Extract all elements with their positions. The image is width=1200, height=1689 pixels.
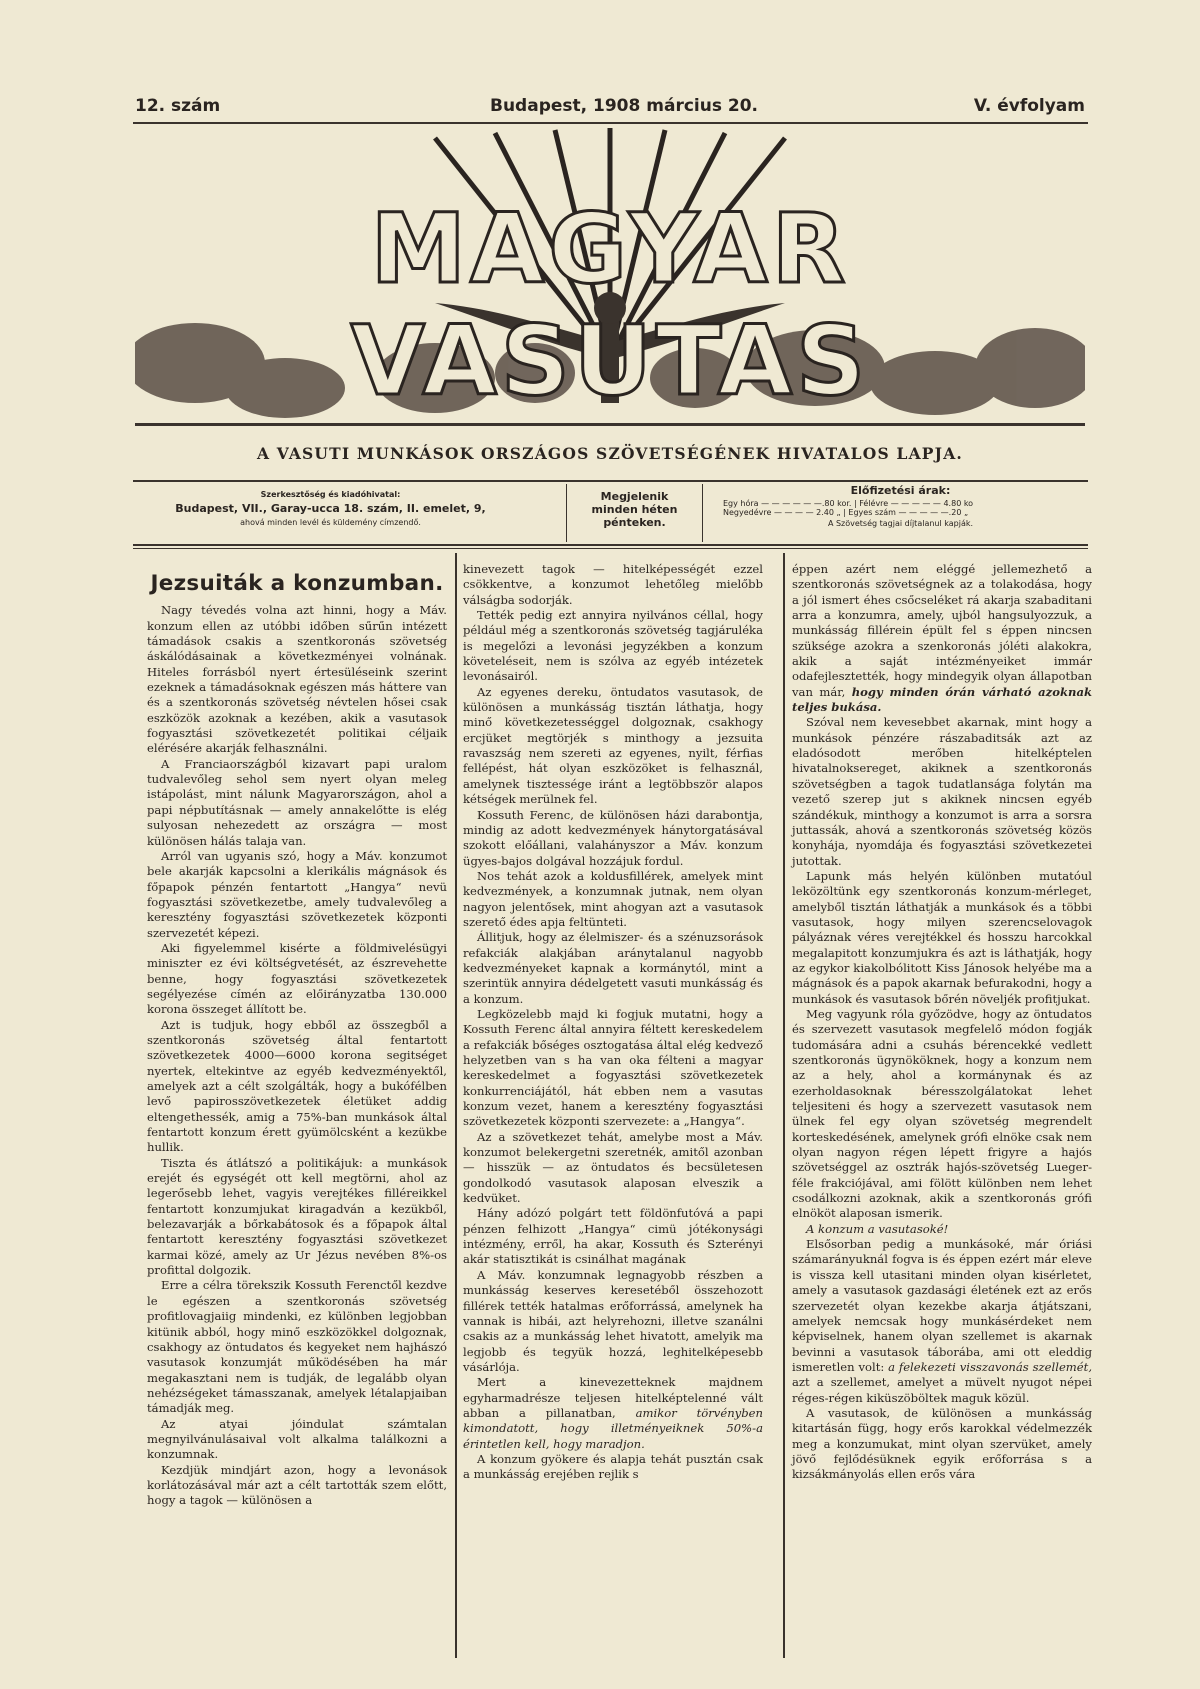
- paragraph: [792, 1237, 1092, 1406]
- prices-note: A Szövetség tagjai díjtalanul kapják.: [827, 519, 974, 528]
- paragraph: Kezdjük mindjárt azon, hogy a levonások korlátozásával már azt a célt tartották szem előtt, hogy a tagok — különösen a: [147, 1462, 447, 1508]
- issue-number: 12. szám: [135, 96, 221, 116]
- header-rule: [133, 122, 1088, 124]
- newspaper-title-logo: MAGYAR VASUTAS: [350, 193, 870, 417]
- info-bottom-rule: [133, 544, 1088, 546]
- article-column-2: [463, 562, 763, 1483]
- paragraph: Aki figyelemmel kisérte a földmivelésügyi miniszter ez évi költségvetését, az észrevehette benne, hogy fogyasztási szövetkezetek segélyezése címén az előirányzatba 130.000 korona összeget állított be.: [147, 940, 447, 1017]
- paragraph-text: éppen azért nem eléggé jellemezhető a szentkoronás szövetségnek az a tolakodása, hogy a jól ismert éhes csőcseléket rá akarja szabaditani arra a konzumra, amely, ujból hangsulyozzuk, a munkásság fillérein épült fel s éppen nincsen szüksége azokra a szenkoronás jóléti alakokra, akik a saját intézményeiket immár odafejlesztették, hogy mindegyik olyan állapotban van már,: [792, 562, 1092, 699]
- paragraph: [792, 562, 1092, 715]
- paragraph: A konzum gyökere és alapja tehát pusztán csak a munkásság erejében rejlik s: [463, 1451, 763, 1482]
- bold-italic-phrase: hogy minden órán várható azoknak teljes bukása.: [792, 684, 1092, 715]
- prices-row-1: Egy hóra — — — — — —.80 kor. | Félévre — — — — — 4.80 ko: [723, 499, 974, 508]
- paragraph: Állitjuk, hogy az élelmiszer- és a szénuzsorások refakciák alakjában aránytalanul nagyobb kedvezményeket kapnak a kormánytól, mint a szerintük annyira dédelgetett vasuti munkásság és a konzum.: [463, 930, 763, 1006]
- paragraph: Tiszta és átlátszó a politikájuk: a munkások erejét és egységét ott kell megtörni, ahol az legerősebb lehet, vagyis verejtékes filléreikkel fentartott konzumjukat kiragadván a kezükből, belezavarják a bőrkabátosok és a főpapok által fentartott keresztény fogyasztási szövetkezet karmai közé, amely az Ur Jézus nevében 8%-os profittal dolgozik.: [147, 1155, 447, 1278]
- masthead-subtitle: A VASUTI MUNKÁSOK ORSZÁGOS SZÖVETSÉGÉNEK HIVATALOS LAPJA.: [256, 444, 964, 463]
- volume-number: V. évfolyam: [973, 96, 1085, 116]
- info-bottom-rule-thin: [133, 548, 1088, 549]
- paragraph: Erre a célra törekszik Kossuth Ferenctől kezdve le egészen a szentkoronás szövetség profitlovagjaiig mindenki, ez különben legjobban kitünik abból, hogy minő eszközökkel dolgoznak, csakhogy az öntudatos és kegyeket nem hajhászó vasutasok konzumját működésében ha már megakasztani nem is tudják, de legalább olyan nehézségeket támasszanak, amelyek létalapjaiban támadják meg.: [147, 1278, 447, 1416]
- paragraph: Az egyenes dereku, öntudatos vasutasok, de különösen a munkásság tisztán láthatja, hogy minő következetességgel dolgoznak, csakhogy ercjüket megtörjék s minthogy a jezsuita ravaszság nem szereti az egyenes, nyilt, férfias fellépést, hát olyan eszközöket is felhasznál, amelynek tisztessége iránt a legtöbbször alapos kétségek merülnek fel.: [463, 684, 763, 807]
- paragraph: Kossuth Ferenc, de különösen házi darabontja, mindig az adott kedvezmények hánytorgatásával szokott előállani, valahányszor a Máv. konzum ügyes-bajos dolgával hozzájuk fordul.: [463, 807, 763, 868]
- paragraph: Nagy tévedés volna azt hinni, hogy a Máv. konzum ellen az utóbbi időben sűrűn intézett támadások csakis a szentkoronás szövetség áskálódásainak a következményei volnának. Hiteles forrásból nyert értesüléseink szerint ezeknek a támadásoknak egészen más háttere van és a szentkoronás szövetség névtelen hősei csak eszközök azoknak a kezében, akik a vasutasok fogyasztási szövetkezetét politikai céljaik elérésére akarják felhasználni.: [147, 603, 447, 756]
- paragraph-text: Mert a kinevezetteknek majdnem egyharmadrésze teljesen hitelképtelenné vált abban a pillanatban,: [463, 1375, 763, 1420]
- column-divider-2: [783, 553, 785, 1658]
- prices-row-2: Negyedévre — — — — 2.40 „ | Egyes szám — — — — —.20 „: [723, 508, 969, 517]
- italic-phrase: amikor törvényben kimondatott, hogy illetményeiknek 50%-a érintetlen kell, hogy maradjon.: [463, 1405, 763, 1451]
- article-column-1: [147, 562, 447, 1509]
- office-address: Budapest, VII., Garay-ucca 18. szám, II. emelet, 9,: [175, 502, 486, 515]
- paragraph: Hány adózó polgárt tett földönfutóvá a papi pénzen felhizott „Hangya“ cimü jótékonysági intézmény, erről, ha akar, Kossuth és Szterényi akár statisztikát is csinálhat magának: [463, 1206, 763, 1267]
- paragraph: Szóval nem kevesebbet akarnak, mint hogy a munkások pénzére rászabaditsák azt az eladósodott merőben hitelképtelen hivatalnoksereget, akiknek a szentkoronás szövetségben a tagok tudatlansága folytán ma vezető szerep jut s akiknek nincsen egyéb szándékuk, minthogy a konzumot is arra a sorsra juttassák, ahová a szentkoronás szövetség közös konyhája, nyomdája és fogyasztási szövetkezetei jutottak.: [792, 715, 1092, 868]
- publication-info: [566, 484, 703, 542]
- info-bar: [133, 482, 1088, 544]
- column-divider-1: [455, 553, 457, 1658]
- italic-phrase: a felekezeti visszavonás szellemét,: [888, 1359, 1092, 1374]
- office-note: ahová minden levél és küldemény címzendő.: [240, 518, 421, 527]
- paragraph: Legközelebb majd ki fogjuk mutatni, hogy a Kossuth Ferenc által annyira féltett kereskedelem a refakciák bőséges osztogatása által elég kedvező helyzetben van s ha van oka félteni a magyar kereskedelmet a fogyasztási szövetkezetek konkurrenciájától, hát ebben nem a vasutas konzum vezet, hanem a keresztény fogyasztási szövetkezetek központi szervezete: a „Hangya“.: [463, 1006, 763, 1129]
- header-line: [135, 96, 1085, 120]
- paragraph: A Máv. konzumnak legnagyobb részben a munkásság keserves keresetéből összehozott fillérek tették hatalmas erőforrássá, amelynek ha vannak is hibái, azt helyrehozni, illetve szanálni csakis az a munkásság lehet hivatott, amelyik ma legjobb és tegyük hozzá, leghitelképesebb vásárlója.: [463, 1267, 763, 1374]
- masthead: [135, 128, 1085, 428]
- article-column-3: [792, 562, 1092, 1483]
- paragraph: Lapunk más helyén különben mutatóul leközöltünk egy szentkoronás konzum-mérleget, amelyből tisztán láthatják a munkások és a többi vasutasok, hogy milyen szerencselovagok pályáznak véres verejtékkel és hosszu harcokkal megalapitott konzumjukra és azt is láthatják, hogy az egykor kiakolbólitott Kiss Jánosok helyébe ma a mágnások és a papok akarnak befurakodni, hogy a munkások és vasutasok bőrén növeljék profitjukat.: [792, 868, 1092, 1006]
- paragraph: Az atyai jóindulat számtalan megnyilvánulásaival volt alkalma találkozni a konzumnak.: [147, 1416, 447, 1462]
- paragraph: Arról van ugyanis szó, hogy a Máv. konzumot bele akarják kapcsolni a klerikális mágnások és főpapok pénzén fentartott „Hangya“ nevü fogyasztási szövetkezetbe, amely tudvalevőleg a keresztény fogyasztási szövetkezetek központi szervezetét képezi.: [147, 848, 447, 940]
- paragraph: A vasutasok, de különösen a munkásság kitartásán függ, hogy erős karokkal védelmezzék meg a konzumukat, mint olyan szervüket, amely jövő fejlődésüknek egyik erőforrása s a kizsákmányolás ellen erős vára: [792, 1405, 1092, 1482]
- paragraph: Meg vagyunk róla győzödve, hogy az öntudatos és szervezett vasutasok megfelelő módon fogják tudomására adni a csuhás bérencekké vedlett szentkoronás ügynököknek, hogy a konzum nem az a hely, ahol a kormánynak és az ezerholdasoknak béresszolgálatokat lehet teljesiteni és hogy a szervezett vasutasok nem ülnek fel egy olyan szövetség megrendelt korteskedésének, amelynek grófi elnöke csak nem olyan nagyon régen lépett frigyre a hajós szövetséggel az osztrák hajós-szövetség Lueger-féle frakciójával, ami fölött különben nem lehet csodálkozni azoknak, akik a szentkoronás grófi elnököt alaposan ismerik.: [792, 1006, 1092, 1221]
- issue-date: Budapest, 1908 március 20.: [490, 96, 758, 116]
- office-info: [133, 482, 528, 544]
- paragraph: Azt is tudjuk, hogy ebből az összegből a szentkoronás szövetség által fentartott szövetkezetek 4000—6000 korona segitséget nyertek, eltekintve az egyéb kedvezményektől, amelyek azt a célt szolgálták, hogy a bukófélben levő papirosszövetkezetek életüket addig eltengethessék, amig a 75%-ban munkások által fentartott konzum érett gyümölcsként a kezükbe hullik.: [147, 1017, 447, 1155]
- paragraph: [463, 1375, 763, 1452]
- paragraph-text: azt a szellemet, amelyet a müvelt nyugot népei réges-régen kiküszöböltek maguk közül.: [792, 1375, 1092, 1405]
- paragraph: Tették pedig ezt annyira nyilvános céllal, hogy például még a szentkoronás szövetség tagjáruléka is megelőzi a levonási jegyzékben a konzum követeléseit, nem is szólva az egyéb intézetek levonásairól.: [463, 608, 763, 684]
- paragraph-text: Elsősorban pedig a munkásoké, már óriási számarányuknál fogva is és éppen ezért már eleve is vissza kell utasitani minden olyan kisérletet, amely a vasutasok gazdasági életének ezt az erős szervezetét olyan kezekbe akarja átjátszani, amelyek nemcsak hogy munkásérdeket nem képviselnek, hanem olyan szellemet is akarnak bevinni a vasutasok táborába, ami ott eleddig ismeretlen volt:: [792, 1237, 1092, 1374]
- prices-label: Előfizetési árak:: [850, 484, 951, 497]
- publish-line-2: minden héten: [591, 503, 678, 516]
- paragraph: kinevezett tagok — hitelképességét ezzel csökkentve, a konzumot lehetőleg mielőbb válságba sodorják.: [463, 562, 763, 607]
- publish-line-3: pénteken.: [603, 516, 666, 529]
- subscription-prices: [713, 482, 1088, 544]
- publish-line-1: Megjelenik: [600, 490, 669, 503]
- paragraph: Nos tehát azok a koldusfillérek, amelyek mint kedvezmények, a konzumnak jutnak, nem olyan nagyon jelentősek, mint ahogyan azt a vasutasok szerető édes apja feltünteti.: [463, 868, 763, 929]
- italic-line: A konzum a vasutasoké!: [806, 1221, 949, 1236]
- article-title: Jezsuiták a konzumban.: [150, 571, 444, 596]
- paragraph: Az a szövetkezet tehát, amelybe most a Máv. konzumot belekergetni szeretnék, amitől azonban — hisszük — az öntudatos és becsületesen gondolkodó vasutasok alaposan elveszik a kedvüket.: [463, 1129, 763, 1206]
- paragraph: A Franciaországból kizavart papi uralom tudvalevőleg sehol sem nyert olyan meleg istápolást, mint nálunk Magyarországon, ahol a papi népbutításnak — amely annakelőtte is elég sulyosan nehezedett az országra — most különösen hálás talaja van.: [147, 756, 447, 848]
- office-label: Szerkesztőség és kiadóhivatal:: [260, 490, 401, 499]
